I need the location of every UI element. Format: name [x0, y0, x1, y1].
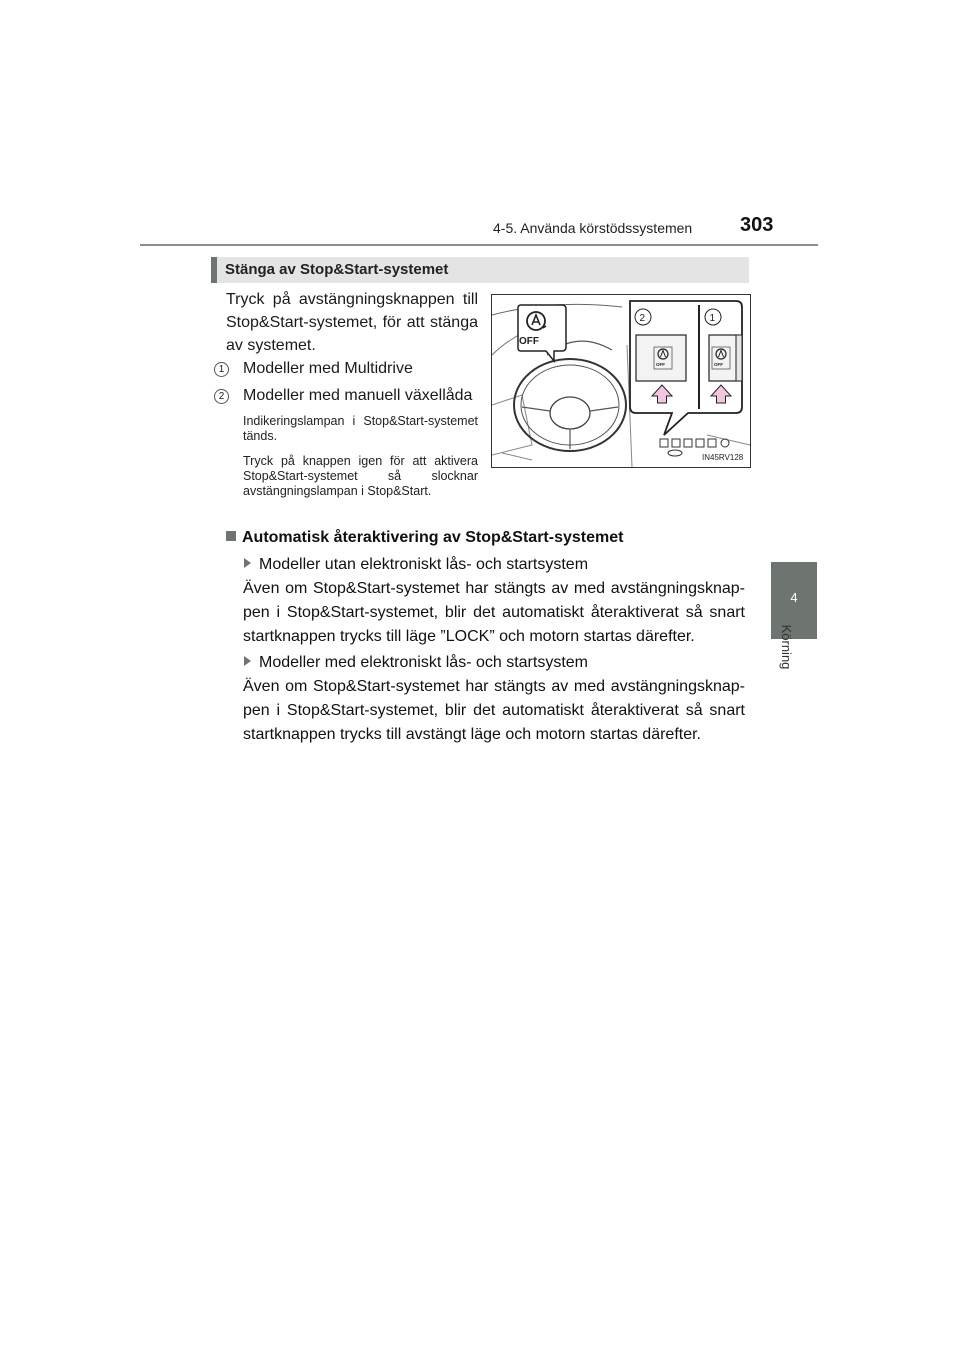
- page-number: 303: [740, 214, 774, 236]
- model-item-1: [214, 359, 413, 379]
- chapter-tab: [771, 562, 817, 639]
- chapter-label-box: [771, 624, 817, 709]
- dashboard-figure: [491, 294, 751, 468]
- model-number-1: 1: [214, 362, 229, 377]
- bullet-text-1: Modeller utan elektroniskt lås- och startsystem: [259, 556, 589, 573]
- bullet-item-2: [244, 654, 588, 672]
- chapter-number: 4: [790, 590, 798, 605]
- bullet-item-1: [244, 556, 588, 574]
- section-heading: [211, 257, 749, 283]
- figure-code: IN45RV128: [702, 453, 744, 462]
- subsection-heading: [226, 529, 623, 547]
- panel-number-right: 1: [709, 313, 716, 324]
- chapter-label: Körning: [779, 624, 794, 670]
- left-button-off-label: OFF: [656, 362, 665, 367]
- model-text-1: Modeller med Multidrive: [243, 360, 413, 377]
- right-button-off-label: OFF: [714, 362, 723, 367]
- model-text-2: Modeller med manuell växellåda: [243, 387, 473, 404]
- model-number-2: 2: [214, 389, 229, 404]
- paragraph-2: Även om Stop&Start-systemet har stängts av med avstängningsknappen i Stop&Start-systemet, blir det automatiskt återaktiverat så snart startknappen trycks till avstängt läge och motorn startas därefter.: [243, 678, 745, 743]
- model-item-2: [214, 386, 472, 406]
- header-rule: [140, 244, 818, 246]
- subsection-heading-text: Automatisk återaktivering av Stop&Start-systemet: [242, 529, 624, 546]
- note-2: Tryck på knappen igen för att aktivera Stop&Start-systemet så slocknar avstängningslampan i Stop&Start.: [243, 454, 478, 498]
- note-1: Indikeringslampan i Stop&Start-systemet tänds.: [243, 414, 478, 443]
- header-section-title: 4-5. Använda körstödssystemen: [493, 220, 693, 236]
- intro-text: Tryck på avstängningsknappen till Stop&Start-systemet, för att stänga av systemet.: [226, 291, 478, 354]
- panel-number-left: 2: [639, 313, 646, 324]
- triangle-bullet-icon: [244, 558, 251, 568]
- callout-off-label: OFF: [519, 336, 539, 347]
- dashboard-illustration: [492, 295, 750, 467]
- section-heading-bar: [211, 257, 217, 283]
- triangle-bullet-icon: [244, 656, 251, 666]
- bullet-text-2: Modeller med elektroniskt lås- och startsystem: [259, 654, 588, 671]
- section-heading-text: Stänga av Stop&Start-systemet: [225, 261, 449, 278]
- paragraph-1: Även om Stop&Start-systemet har stängts av med avstängningsknappen i Stop&Start-systemet, blir det automatiskt återaktiverat så snart startknappen trycks till läge ”LOCK” och motorn startas därefter.: [243, 580, 745, 645]
- square-bullet-icon: [226, 531, 236, 541]
